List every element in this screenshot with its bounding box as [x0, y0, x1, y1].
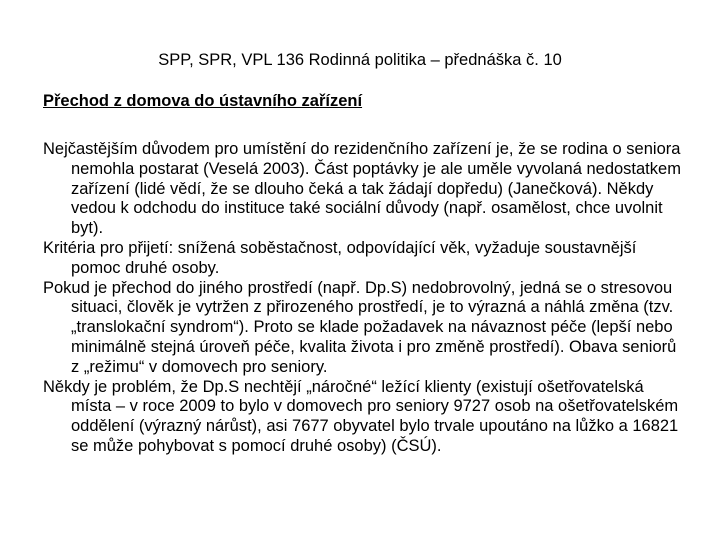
- paragraph-admission-criteria: Kritéria pro přijetí: snížená soběstačnost, odpovídající věk, vyžaduje soustavnější pomoc druhé osoby.: [43, 238, 637, 277]
- slide-subtitle: Přechod z domova do ústavního zařízení: [43, 92, 363, 110]
- paragraph-relocation-stress: Pokud je přechod do jiného prostředí (např. Dp.S) nedobrovolný, jedná se o stresovou situaci, člověk je vytržen z přirozeného prostředí, je to výrazná a náhlá změna (tzv. „translokační syndrom“). Proto se klade požadavek na návaznost péče (lepší nebo minimálně stejná úroveň péče, kvalita života i pro změně prostředí). Obava seniorů z „režimu“ v domovech pro seniory.: [43, 278, 677, 376]
- slide-body: [43, 140, 683, 457]
- paragraph-reasons: Nejčastějším důvodem pro umístění do rezidenčního zařízení je, že se rodina o seniora nemohla postarat (Veselá 2003). Část poptávky je ale uměle vyvolaná nedostatkem zařízení (lidé vědí, že se dlouho čeká a tak žádají dopředu) (Janečková). Někdy vedou k odchodu do instituce také sociální důvody (např. osamělost, chce uvolnit byt).: [43, 140, 681, 238]
- slide-title: SPP, SPR, VPL 136 Rodinná politika – přednáška č. 10: [158, 51, 562, 69]
- paragraph-demanding-clients: Někdy je problém, že Dp.S nechtějí „náročné“ ležící klienty (existují ošetřovatelská místa – v roce 2009 to bylo v domovech pro seniory 9727 osob na ošetřovatelském oddělení (výrazný nárůst), asi 7677 obyvatel bylo trvale upoutáno na lůžko a 16821 se může pohybovat s pomocí druhé osoby) (ČSÚ).: [43, 377, 679, 455]
